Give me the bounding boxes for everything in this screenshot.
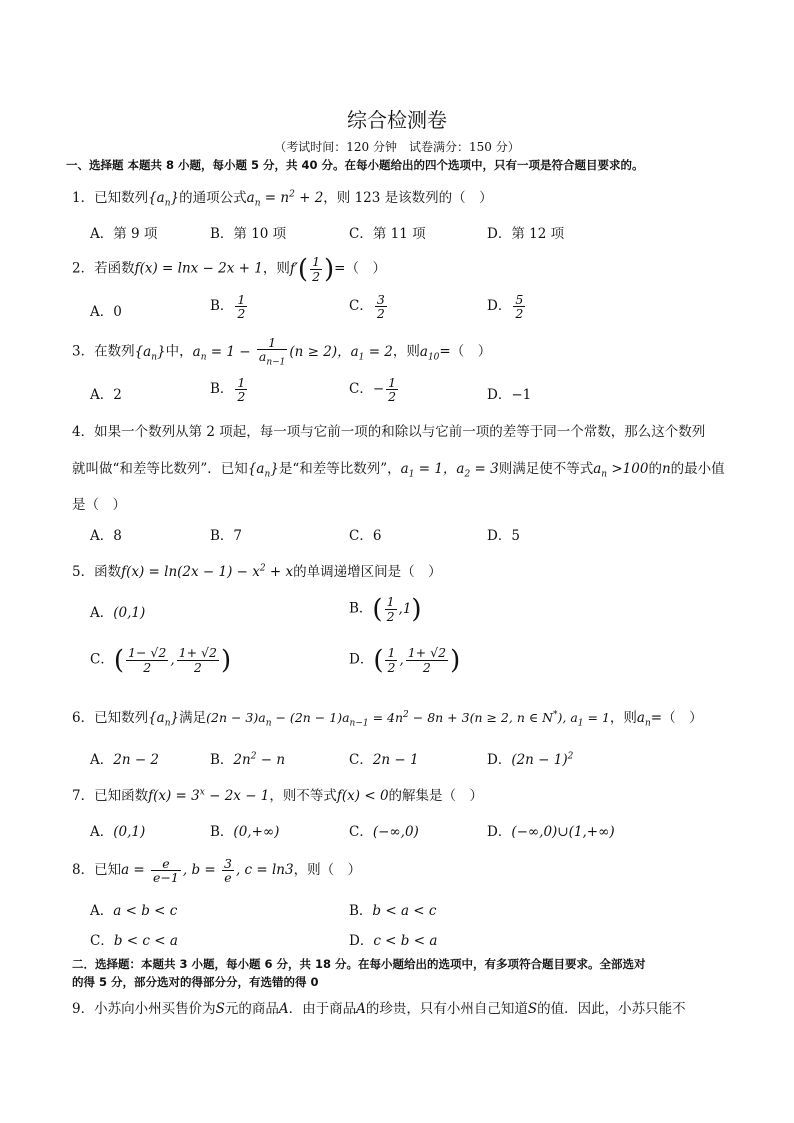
q7-math-ineq: f(x) < 0 <box>336 788 389 804</box>
q5-option-c-math: ( $\frac{1- √2}{2}$ , $\frac{1+ √2}{2}$ ) <box>113 645 232 675</box>
q6-math-seq: $\{a_n\}$ <box>148 710 180 729</box>
question-8 <box>72 857 361 884</box>
question-9 <box>72 997 686 1017</box>
q9-math-s2: S <box>527 1001 538 1017</box>
q9-text-a: 9．小苏向小州买售价为 <box>72 1001 216 1017</box>
question-5 <box>72 560 442 580</box>
q1-option-a: A．第 9 项 <box>90 226 158 242</box>
q3-option-c-label: C． <box>349 381 373 398</box>
q8-option-a <box>90 899 177 919</box>
q3-text-d: =（ ） <box>439 343 492 360</box>
q7-option-d-label: D． <box>487 824 512 840</box>
q3-option-a: A．2 <box>90 387 122 403</box>
q8-text-b: ，则（ ） <box>293 862 362 879</box>
q8-option-b-label: B． <box>349 903 373 919</box>
q7-text-b: ，则不等式 <box>269 788 337 804</box>
q6-text-d: =（ ） <box>650 710 703 726</box>
q5-option-a-math: (0,1) <box>113 605 146 621</box>
q8-option-d <box>349 929 437 949</box>
q3-option-b-label: B． <box>210 381 234 398</box>
q4-text-c: 则满足使不等式 <box>498 461 594 477</box>
q5-option-c-label: C． <box>90 651 114 668</box>
q7-option-b-label: B． <box>210 824 234 840</box>
q4-math-seq: $\{a_n\}$ <box>247 461 279 480</box>
q2-option-d-label: D． <box>487 298 512 315</box>
section-2-heading-line-2: 的得 5 分，部分选对的得部分分，有选错的得 0 <box>72 975 319 989</box>
q6-option-d-label: D． <box>487 752 512 768</box>
q1-math-seq: $\{a_n\}$ <box>148 190 180 209</box>
q4-option-d: D．5 <box>487 528 520 544</box>
q4-text-d: 的 <box>648 461 662 477</box>
q6-math-recur: $(2n - 3)a_n - (2n - 1)a_{n-1} = 4n^2 - 8n + 3(n \ge 2$, n ∈ N*), $a_1 = 1$ <box>206 709 610 729</box>
q8-option-d-math: c < b < a <box>373 933 438 949</box>
q4-text-b: 是“和差等比数列”， <box>278 461 401 477</box>
q5-option-a <box>90 601 145 621</box>
q4-option-a: A．8 <box>90 528 122 544</box>
q5-text-a: 5．函数 <box>72 564 122 580</box>
q6-option-b-math: $2n^2 - n$ <box>233 751 286 768</box>
q8-option-b <box>349 899 436 919</box>
q4-text-e: 的最小值 <box>670 461 725 477</box>
q3-option-c <box>349 376 400 403</box>
q9-text-b: 元的商品 <box>224 1001 279 1017</box>
q5-option-b-math: ( $\frac{1}{2}$ ,1) <box>372 594 422 624</box>
q5-option-a-label: A． <box>90 605 114 621</box>
q2-text-b: ，则 <box>262 260 290 277</box>
q2-option-b-math: $\frac{1}{2}$ <box>237 292 246 322</box>
q1-option-b: B．第 10 项 <box>210 226 287 242</box>
q6-option-b-label: B． <box>210 752 234 768</box>
q2-option-b <box>210 293 249 320</box>
page-subtitle: （考试时间：120 分钟 试卷满分：150 分） <box>274 140 520 154</box>
q9-text-e: 的值．因此，小苏只能不 <box>537 1001 686 1017</box>
page-title: 综合检测卷 <box>347 108 447 132</box>
q7-option-c-math: (−∞,0) <box>372 824 419 840</box>
section-1-heading: 一、选择题 本题共 8 小题，每小题 5 分，共 40 分。在每小题给出的四个选项中，只有一项是符合题目要求的。 <box>66 158 644 172</box>
q1-text-c: ，则 123 是该数列的（ ） <box>323 190 493 206</box>
q6-text-b: 满足 <box>179 710 207 726</box>
q5-math-func: $f(x) = \ln(2x - 1) - x^2 + x$ <box>121 563 294 580</box>
q6-math-an: $a_n$ <box>636 710 651 729</box>
question-4-line-3: 是（ ） <box>72 497 126 513</box>
q4-math-n: n <box>661 461 671 477</box>
q5-option-d <box>349 645 460 675</box>
q9-math-s1: S <box>215 1001 225 1017</box>
q6-option-d <box>487 748 573 768</box>
q8-option-b-math: b < a < c <box>372 903 437 919</box>
question-7 <box>72 784 483 804</box>
question-3 <box>72 336 491 368</box>
q5-option-b-label: B． <box>349 600 373 617</box>
q2-option-c <box>349 293 389 320</box>
question-2 <box>72 254 386 284</box>
q8-option-a-math: a < b < c <box>113 903 178 919</box>
q1-text-b: 的通项公式 <box>179 190 247 206</box>
q6-option-d-math: $(2n - 1)^2$ <box>511 751 574 768</box>
q9-text-c: ．由于商品 <box>288 1001 357 1017</box>
q6-text-c: ，则 <box>609 710 637 726</box>
q3-option-b <box>210 376 249 403</box>
q3-option-c-math: − $\frac{1}{2}$ <box>372 375 397 405</box>
q4-math-ineq: $a_n >100$ <box>593 461 649 480</box>
question-6 <box>72 706 703 729</box>
q6-option-b <box>210 748 285 768</box>
q5-option-c <box>90 645 231 675</box>
q5-text-b: 的单调递增区间是（ ） <box>293 564 442 580</box>
q6-option-a-label: A． <box>90 752 114 768</box>
q1-math-formula: $a_n = n^2 + 2$ <box>246 189 324 209</box>
q5-option-b <box>349 594 422 624</box>
q7-math-func: $f(x) = 3^x - 2x - 1$ <box>148 787 270 804</box>
q7-option-c-label: C． <box>349 824 373 840</box>
q6-text-a: 6．已知数列 <box>72 710 149 726</box>
q7-option-d-math: (−∞,0)∪(1,+∞) <box>511 824 615 840</box>
q4-text-a: 就叫做“和差等比数列”．已知 <box>72 461 248 477</box>
q9-text-d: 的珍贵，只有小州自己知道 <box>365 1001 528 1017</box>
q3-math-recur: $a_n = 1$ − $\frac{1}{a_{n-1}}$ (n ≥ 2)，$a_1 = 2$ <box>192 335 393 368</box>
q6-option-c-math: 2n − 1 <box>372 752 419 768</box>
q8-option-d-label: D． <box>349 933 374 949</box>
q2-option-d <box>487 293 527 320</box>
q7-option-a <box>90 820 145 840</box>
q7-text-a: 7．已知函数 <box>72 788 149 804</box>
q3-math-a10: $a_{10}$ <box>419 343 440 363</box>
q2-option-b-label: B． <box>210 298 234 315</box>
q6-option-c-label: C． <box>349 752 373 768</box>
q7-option-b-math: (0,+∞) <box>233 824 280 840</box>
q2-option-a: A．0 <box>90 304 122 320</box>
q4-option-c: C．6 <box>349 528 382 544</box>
q5-option-d-label: D． <box>349 651 374 668</box>
q7-option-c <box>349 820 419 840</box>
question-4-line-1: 4．如果一个数列从第 2 项起，每一项与它前一项的和除以与它前一项的差等于同一个常数，那么这个数列 <box>72 424 706 440</box>
q9-math-a1: A <box>278 1001 289 1017</box>
q8-option-c <box>90 929 178 949</box>
q1-option-d: D．第 12 项 <box>487 226 565 242</box>
q8-option-a-label: A． <box>90 903 114 919</box>
q2-math-func: f(x) = lnx − 2x + 1 <box>134 260 263 277</box>
q7-option-a-label: A． <box>90 824 114 840</box>
q3-option-b-math: $\frac{1}{2}$ <box>237 375 246 405</box>
q2-text-a: 2．若函数 <box>72 260 135 277</box>
q8-text-a: 8．已知 <box>72 862 122 879</box>
q2-option-c-label: C． <box>349 298 373 315</box>
q5-option-d-math: ( $\frac{1}{2}$ , $\frac{1+ √2}{2}$ ) <box>373 645 461 675</box>
q1-text-a: 1．已知数列 <box>72 190 149 206</box>
q6-option-a-math: 2n − 2 <box>113 752 160 768</box>
q7-text-c: 的解集是（ ） <box>388 788 484 804</box>
q7-option-a-math: (0,1) <box>113 824 146 840</box>
q8-option-c-math: b < c < a <box>113 933 178 949</box>
q2-text-c: =（ ） <box>334 260 386 277</box>
q6-option-c <box>349 748 419 768</box>
q2-option-d-math: $\frac{5}{2}$ <box>515 292 524 322</box>
q3-text-a: 3．在数列 <box>72 343 135 360</box>
q7-option-d <box>487 820 615 840</box>
q7-option-b <box>210 820 279 840</box>
q9-math-a2: A <box>356 1001 366 1017</box>
q3-text-b: 中， <box>165 343 193 360</box>
question-1 <box>72 186 493 209</box>
q6-option-a <box>90 748 159 768</box>
q8-option-c-label: C． <box>90 933 114 949</box>
q4-math-init: $a_1 = 1$，$a_2 = 3$ <box>400 461 499 480</box>
q8-math-defs: a = $\frac{e}{e-1}$ , b = $\frac{3}{e}$ , c = ln3 <box>121 856 294 886</box>
section-2-heading-line-1: 二．选择题：本题共 3 小题，每小题 6 分，共 18 分。在每小题给出的选项中，有多项符合题目要求。全部选对 <box>72 957 646 971</box>
q3-option-d: D．−1 <box>487 387 532 403</box>
q2-option-c-math: $\frac{3}{2}$ <box>376 292 385 322</box>
q2-math-deriv: f′( $\frac{1}{2}$ ) <box>289 254 335 284</box>
q3-math-seq: $\{a_n\}$ <box>134 343 166 363</box>
question-4-line-2 <box>72 457 725 480</box>
q4-option-b: B．7 <box>210 528 243 544</box>
q3-text-c: ，则 <box>392 343 420 360</box>
q1-option-c: C．第 11 项 <box>349 226 426 242</box>
